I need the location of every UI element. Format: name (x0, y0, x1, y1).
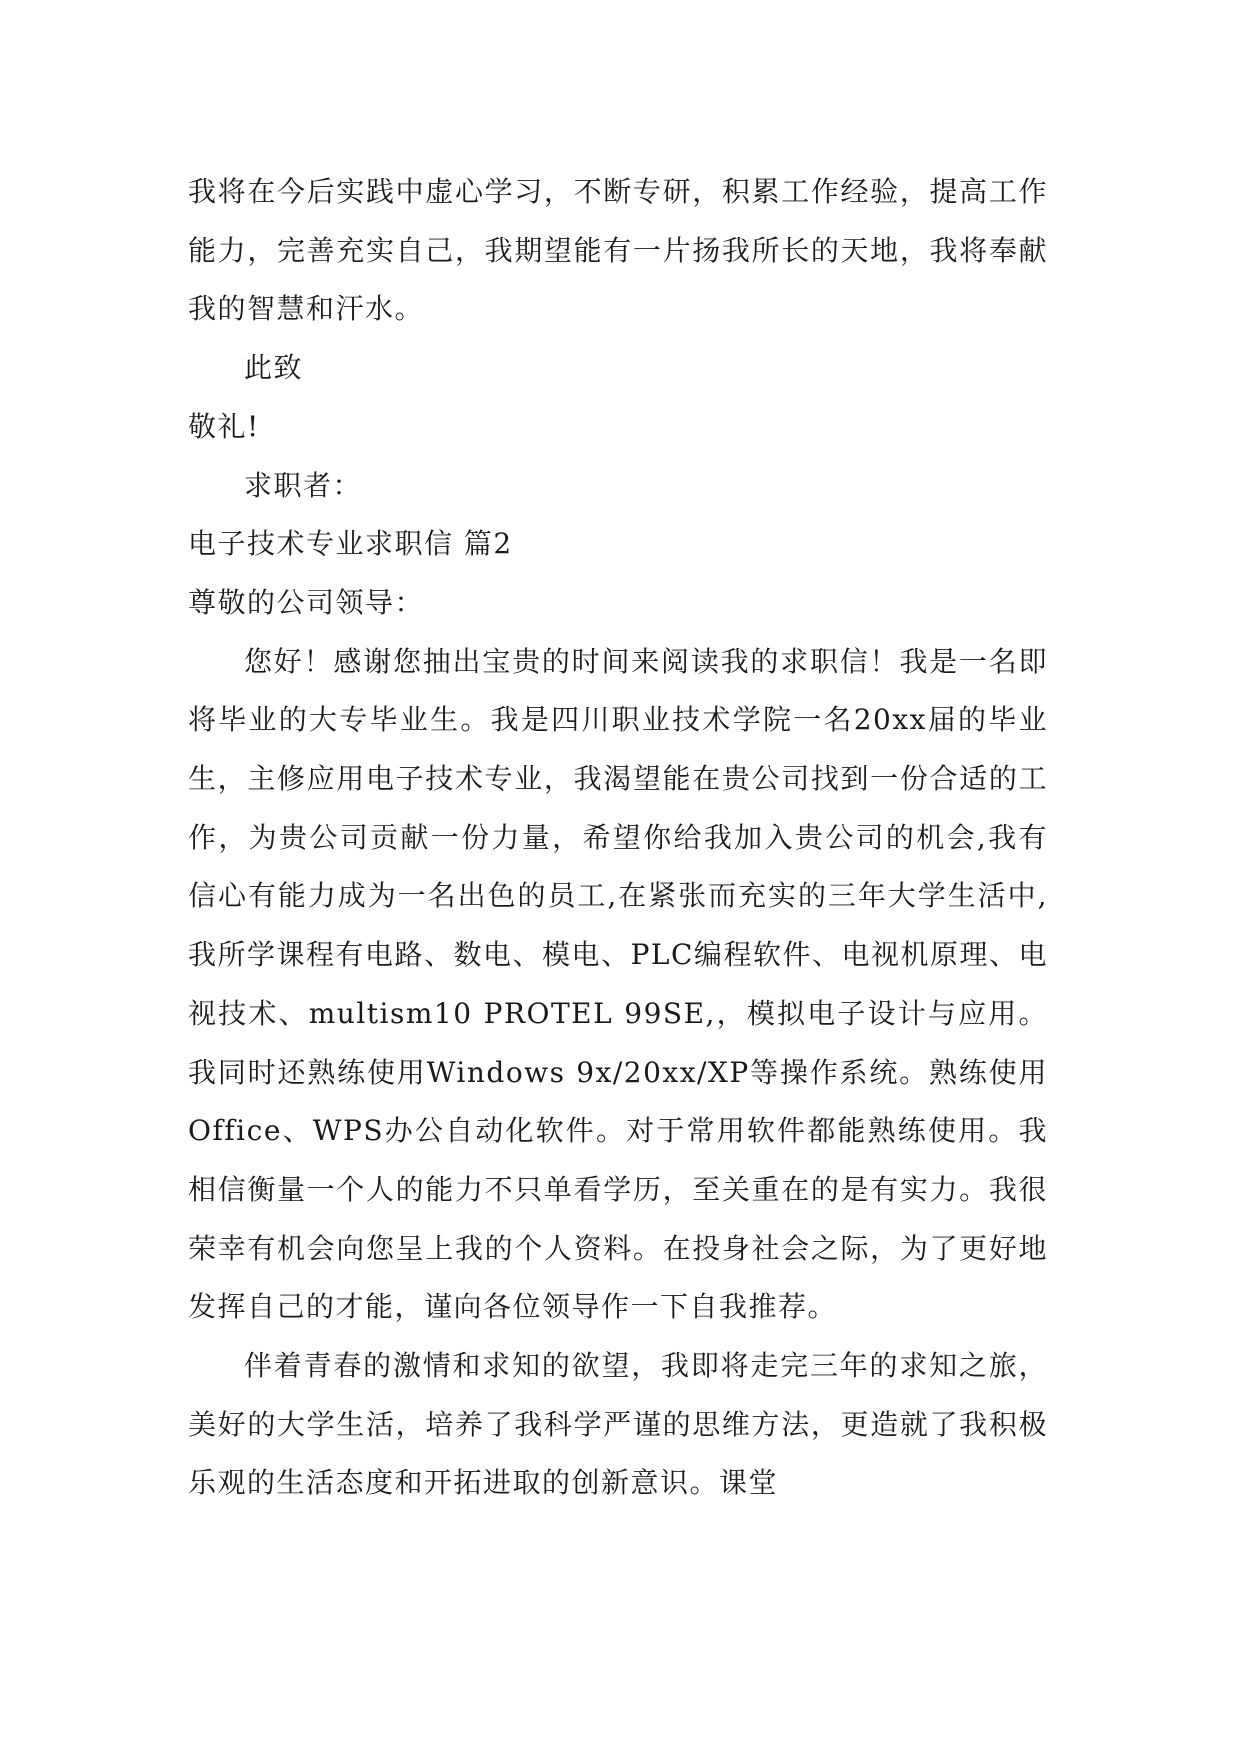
paragraph-introduction: 您好！感谢您抽出宝贵的时间来阅读我的求职信！我是一名即将毕业的大专毕业生。我是四川职业技术学院一名20xx届的毕业生，主修应用电子技术专业，我渴望能在贵公司找到一份合适的工作，为贵公司贡献一份力量，希望你给我加入贵公司的机会,我有信心有能力成为一名出色的员工,在紧张而充实的三年大学生活中,我所学课程有电路、数电、模电、PLC编程软件、电视机原理、电视技术、multism10 PROTEL 99SE,，模拟电子设计与应用。我同时还熟练使用Windows 9x/20xx/XP等操作系统。熟练使用Office、WPS办公自动化软件。对于常用软件都能熟练使用。我相信衡量一个人的能力不只单看学历，至关重在的是有实力。我很荣幸有机会向您呈上我的个人资料。在投身社会之际，为了更好地发挥自己的才能，谨向各位领导作一下自我推荐。 (188, 644, 1048, 1324)
salutation-jingli: 敬礼! (188, 409, 260, 443)
paragraph-closing-statement: 我将在今后实践中虚心学习，不断专研，积累工作经验，提高工作能力，完善充实自己，我期望能有一片扬我所长的天地，我将奉献我的智慧和汗水。 (188, 175, 1048, 326)
signature-applicant: 求职者： (244, 468, 363, 502)
greeting: 尊敬的公司领导： (188, 585, 425, 619)
document-body (188, 163, 1048, 1513)
paragraph-university-life: 伴着青春的激情和求知的欲望，我即将走完三年的求知之旅，美好的大学生活，培养了我科学严谨的思维方法，更造就了我积极乐观的生活态度和开拓进取的创新意识。课堂 (188, 1349, 1048, 1500)
section-title: 电子技术专业求职信 篇2 (188, 527, 513, 561)
salutation-cizhi: 此致 (244, 351, 304, 385)
